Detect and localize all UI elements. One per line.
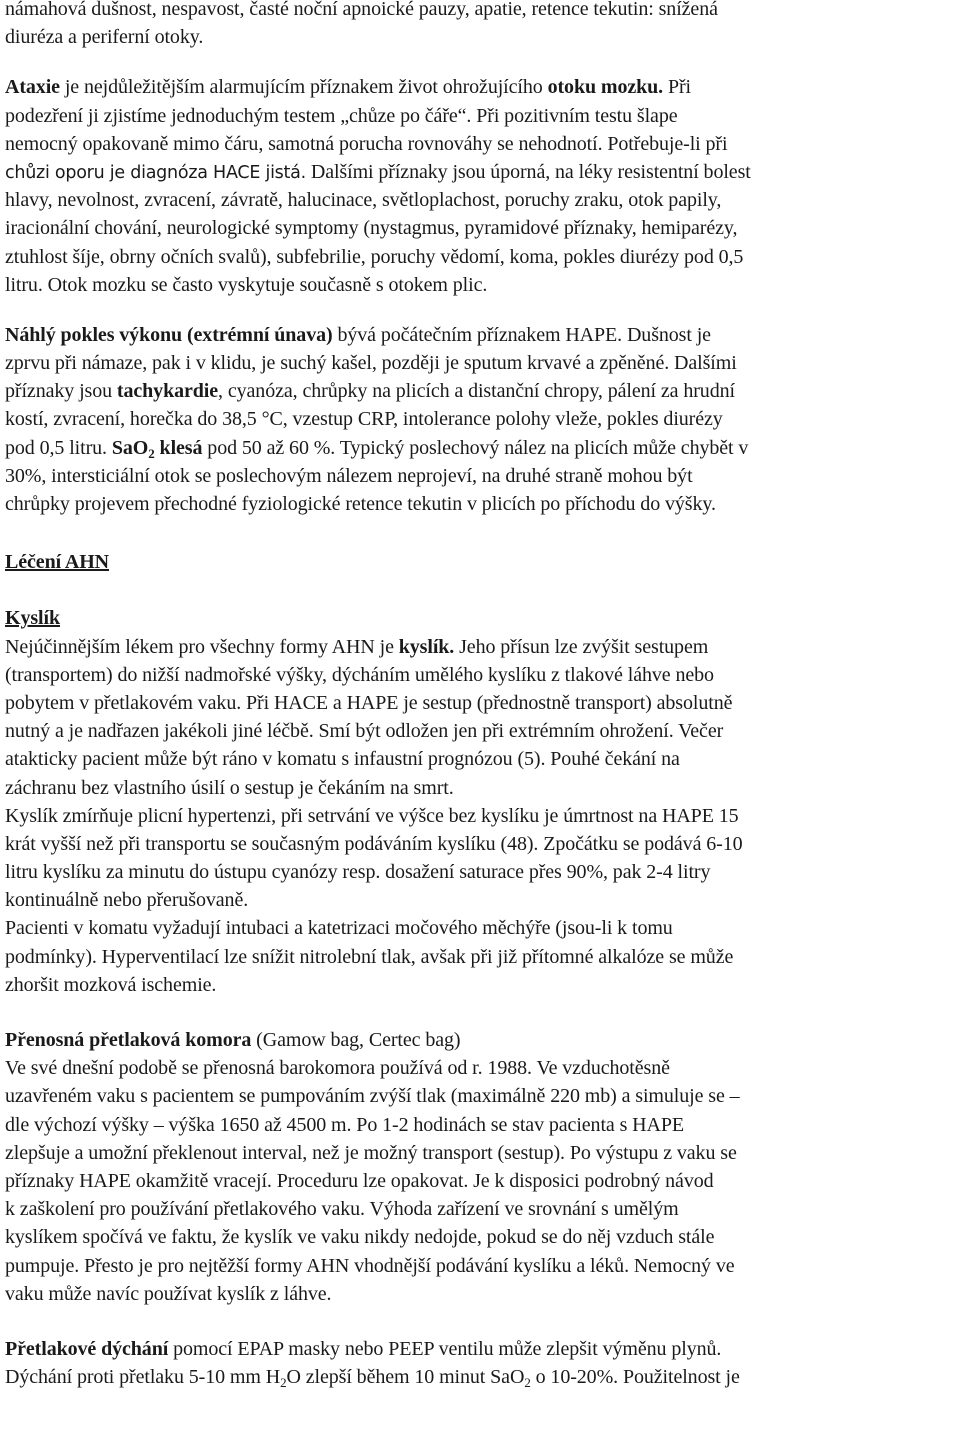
text-line: atakticky pacient může být ráno v komatu s infaustní prognózou (5). Pouhé čekání na [5, 748, 680, 771]
text-line: zlepšuje a umožní překlenout interval, než je možný transport (sestup). Po výstupu z vaku se [5, 1141, 737, 1164]
bold-term-tachycardia: tachykardie [116, 380, 219, 403]
text-line: příznaky HAPE okamžitě vracejí. Proceduru lze opakovat. Je k disposici podrobný návod [5, 1169, 714, 1192]
text-run: je nejdůležitějším alarmujícím příznakem život ohrožujícího [59, 76, 548, 99]
text-line: Pacienti v komatu vyžadují intubaci a katetrizaci močového měchýře (jsou-li k tomu [5, 917, 673, 940]
text-line: pobytem v přetlakovém vaku. Při HACE a HAPE je sestup (přednostně transport) absolutně [5, 691, 733, 714]
text-line [5, 434, 955, 462]
section-heading-treatment: Léčení AHN [5, 551, 109, 574]
text-line: vaku může navíc používat kyslík z láhve. [5, 1282, 332, 1305]
bold-term-ataxie: Ataxie [5, 76, 60, 99]
bold-term-brain-edema: otoku mozku. [547, 76, 664, 99]
paragraph-oxygen [5, 633, 955, 999]
bold-term-oxygen: kyslík. [398, 635, 455, 658]
text-line: Kyslík zmírňuje plicní hypertenzi, při setrvání ve výšce bez kyslíku je úmrtnost na HAPE 15 [5, 804, 739, 827]
text-line: zprvu při námaze, pak i v klidu, je suchý kašel, později je sputum krvavé a zpěněné. Dalšími [5, 352, 737, 375]
text-line: nemocný opakovaně mimo čáru, samotná porucha rovnováhy se nehodnotí. Potřebuje-li při [5, 132, 728, 155]
text-run: příznaky jsou [5, 380, 117, 403]
text-line [5, 633, 955, 661]
text-line: kyslíkem spočívá ve faktu, že kyslík ve vaku nikdy nedojde, pokud se do něj vzduch stále [5, 1226, 715, 1249]
text-line: pumpuje. Přesto je pro nejtěžší formy AHN vhodnější podávání kyslíku a léků. Nemocný ve [5, 1254, 735, 1277]
text-run: klesá [154, 436, 203, 459]
text-run: SaO [111, 436, 149, 459]
text-line: iracionální chování, neurologické symptomy (nystagmus, pyramidové příznaky, hemiparézy, [5, 217, 738, 240]
text-line: podezření ji zjistíme jednoduchým testem „chůze po čáře“. Při pozitivním testu šlape [5, 104, 678, 127]
bold-term-performance-drop: Náhlý pokles výkonu (extrémní únava) [5, 323, 333, 346]
text-line: (transportem) do nižší nadmořské výšky, dýcháním umělého kyslíku z tlakové láhve nebo [5, 663, 714, 686]
text-run: bývá počátečním příznakem HAPE. Dušnost je [332, 323, 711, 346]
text-line: k zaškolení pro používání přetlakového vaku. Výhoda zařízení ve srovnání s umělým [5, 1198, 679, 1221]
text-run: Jeho přísun lze zvýšit sestupem [454, 635, 709, 658]
text-run: o 10-20%. Použitelnost je [530, 1366, 740, 1389]
paragraph-hyperbaric-chamber [5, 1026, 955, 1308]
subscript: 2 [148, 445, 155, 461]
text-line: nutný a je nadřazen jakékoli jiné léčbě. Smí být odložen jen při extrémním ohrožení. Večer [5, 720, 724, 743]
text-line: 30%, intersticiální otok se poslechovým nálezem neprojeví, na druhé straně mohou být [5, 464, 693, 487]
document-page [5, 0, 955, 1391]
text-run: pomocí EPAP masky nebo PEEP ventilu může zlepšit výměnu plynů. [168, 1337, 722, 1360]
text-line: zhoršit mozková ischemie. [5, 973, 217, 996]
text-line: krát vyšší než při transportu se současným podáváním kyslíku (48). Zpočátku se podává 6-10 [5, 832, 743, 855]
text-run: O zlepší během 10 minut SaO [286, 1366, 525, 1389]
text-run-sans: chůzi oporu je diagnóza HACE jistá. [5, 162, 306, 183]
paragraph-ataxia-hace [5, 73, 955, 299]
section-heading-oxygen: Kyslík [5, 607, 60, 630]
text-line [5, 1026, 955, 1054]
text-line: podmínky). Hyperventilací lze snížit nitrolební tlak, avšak při již přítomné alkalóze se může [5, 945, 734, 968]
text-line [5, 377, 955, 405]
text-line: dle výchozí výšky – výška 1650 až 4500 m. Po 1-2 hodinách se stav pacienta s HAPE [5, 1113, 685, 1136]
text-line: chrůpky projevem přechodné fyziologické retence tekutin v plicích po příchodu do výšky. [5, 493, 716, 515]
paragraph-hape [5, 321, 955, 518]
text-run: Dalšími příznaky jsou úporná, na léky resistentní bolest [305, 160, 751, 183]
text-run: (Gamow bag, Certec bag) [251, 1029, 461, 1051]
text-line: litru. Otok mozku se často vyskytuje současně s otokem plic. [5, 273, 488, 296]
text-line [5, 1335, 955, 1363]
text-line: ztuhlost šíje, obrny očních svalů), subfebrilie, poruchy vědomí, koma, pokles diurézy pod 0,5 [5, 245, 744, 268]
text-line: Ve své dnešní podobě se přenosná barokomora používá od r. 1988. Ve vzduchotěsně [5, 1057, 670, 1080]
paragraph-positive-pressure [5, 1335, 955, 1391]
text-run: Při [663, 76, 692, 99]
subscript: 2 [280, 1375, 287, 1391]
bold-term-positive-pressure: Přetlakové dýchání [5, 1337, 169, 1360]
text-line: kontinuálně nebo přerušovaně. [5, 889, 249, 912]
text-line [5, 73, 955, 101]
text-line [5, 158, 955, 186]
text-line: uzavřeném vaku s pacientem se pumpováním zvýší tlak (maximálně 220 mb) a simuluje se – [5, 1085, 740, 1108]
text-line [5, 321, 955, 349]
bold-term-sao2 [112, 437, 203, 459]
text-run: Nejúčinnějším lékem pro všechny formy AHN je [5, 635, 399, 658]
bold-term-chamber: Přenosná přetlaková komora [5, 1029, 252, 1051]
subscript: 2 [524, 1375, 531, 1391]
text-line: litru kyslíku za minutu do ústupu cyanózy resp. dosažení saturace přes 90%, pak 2-4 litry [5, 861, 711, 884]
text-line [5, 1363, 955, 1391]
text-run: pod 50 až 60 %. Typický poslechový nález na plicích může chybět v [202, 436, 749, 459]
text-line: diuréza a periferní otoky. [5, 26, 204, 49]
text-run: , cyanóza, chrůpky na plicích a distanční chropy, pálení za hrudní [218, 380, 735, 403]
text-line: hlavy, nevolnost, zvracení, závratě, halucinace, světloplachost, poruchy zraku, otok papily, [5, 189, 722, 212]
text-run: Dýchání proti přetlaku 5-10 mm H [5, 1366, 281, 1389]
text-line: kostí, zvracení, horečka do 38,5 °C, vzestup CRP, intolerance polohy vleže, pokles diurézy [5, 408, 723, 431]
text-line: záchranu bez vlastního úsilí o sestup je čekáním na smrt. [5, 776, 454, 799]
text-run: pod 0,5 litru. [5, 436, 112, 459]
text-line: námahová dušnost, nespavost, časté noční apnoické pauzy, apatie, retence tekutin: snížená [5, 0, 718, 20]
paragraph-symptoms-continued [5, 0, 955, 51]
